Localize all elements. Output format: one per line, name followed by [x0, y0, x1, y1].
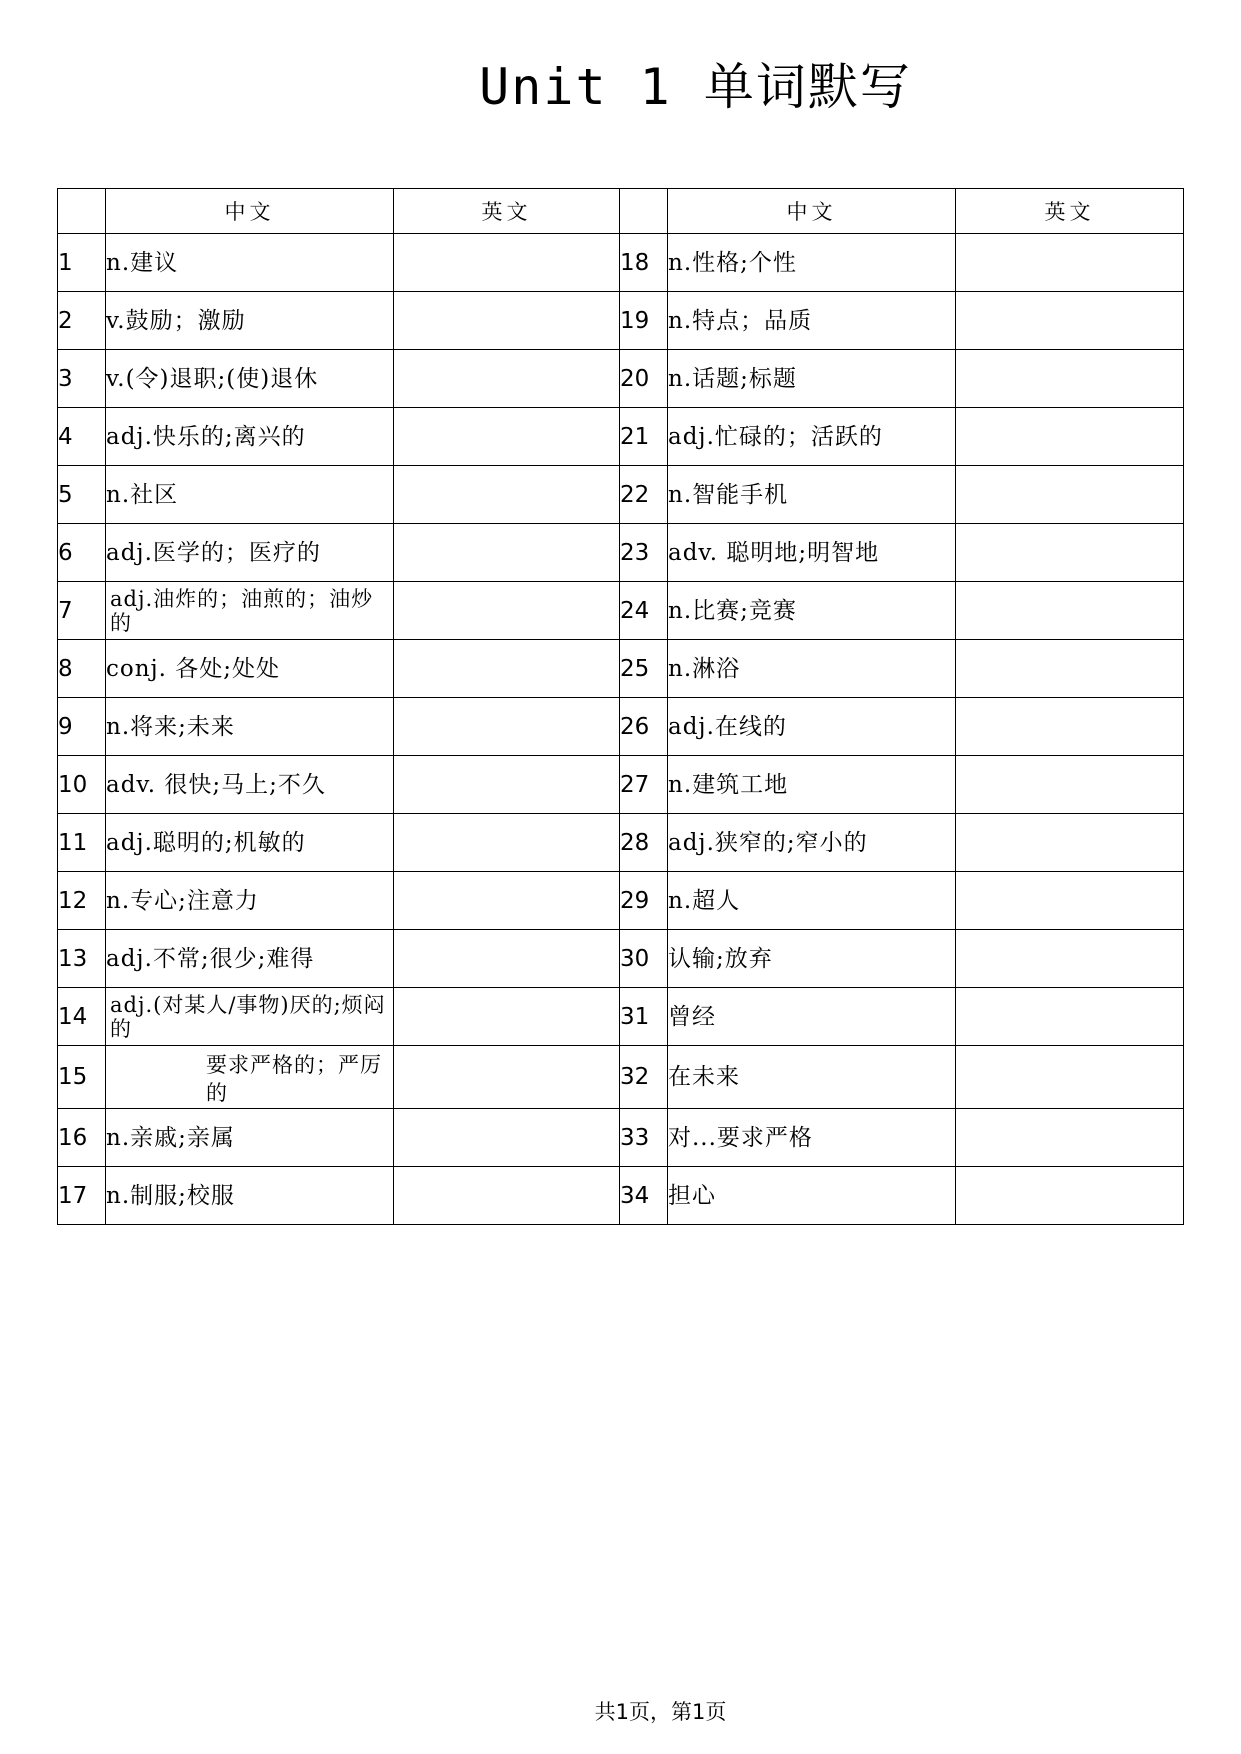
item-number: 18 — [620, 234, 668, 292]
table-row — [58, 408, 1184, 466]
chinese-meaning: 曾经 — [668, 988, 956, 1046]
english-answer-cell[interactable] — [956, 814, 1184, 872]
chinese-meaning: n.将来;未来 — [106, 698, 394, 756]
chinese-meaning: 担心 — [668, 1167, 956, 1225]
vocabulary-table — [57, 188, 1184, 1225]
table-row — [58, 1167, 1184, 1225]
chinese-meaning: adj.医学的；医疗的 — [106, 524, 394, 582]
english-answer-cell[interactable] — [956, 988, 1184, 1046]
english-answer-cell[interactable] — [956, 408, 1184, 466]
chinese-meaning: n.专心;注意力 — [106, 872, 394, 930]
english-answer-cell[interactable] — [956, 1109, 1184, 1167]
english-answer-cell[interactable] — [394, 1167, 620, 1225]
chinese-meaning: conj. 各处;处处 — [106, 640, 394, 698]
item-number: 30 — [620, 930, 668, 988]
chinese-meaning: adj.不常;很少;难得 — [106, 930, 394, 988]
english-answer-cell[interactable] — [956, 582, 1184, 640]
table-row — [58, 234, 1184, 292]
header-english-right: 英文 — [956, 189, 1184, 234]
english-answer-cell[interactable] — [394, 1109, 620, 1167]
table-row — [58, 988, 1184, 1046]
item-number: 12 — [58, 872, 106, 930]
header-chinese-right: 中文 — [668, 189, 956, 234]
item-number: 4 — [58, 408, 106, 466]
item-number: 13 — [58, 930, 106, 988]
table-row — [58, 640, 1184, 698]
item-number: 10 — [58, 756, 106, 814]
item-number: 24 — [620, 582, 668, 640]
table-row — [58, 698, 1184, 756]
chinese-meaning: n.建议 — [106, 234, 394, 292]
english-answer-cell[interactable] — [394, 466, 620, 524]
chinese-meaning: adv. 聪明地;明智地 — [668, 524, 956, 582]
item-number: 19 — [620, 292, 668, 350]
english-answer-cell[interactable] — [394, 814, 620, 872]
english-answer-cell[interactable] — [394, 524, 620, 582]
chinese-meaning: n.智能手机 — [668, 466, 956, 524]
chinese-meaning: n.特点；品质 — [668, 292, 956, 350]
english-answer-cell[interactable] — [394, 988, 620, 1046]
table-row — [58, 1046, 1184, 1109]
chinese-meaning: adv. 很快;马上;不久 — [106, 756, 394, 814]
english-answer-cell[interactable] — [394, 582, 620, 640]
item-number: 21 — [620, 408, 668, 466]
item-number: 16 — [58, 1109, 106, 1167]
item-number: 31 — [620, 988, 668, 1046]
chinese-meaning: 认输;放弃 — [668, 930, 956, 988]
english-answer-cell[interactable] — [394, 350, 620, 408]
chinese-meaning: 对...要求严格 — [668, 1109, 956, 1167]
table-row — [58, 1109, 1184, 1167]
page-footer: 共1页，第1页 — [594, 1700, 727, 1724]
english-answer-cell[interactable] — [956, 292, 1184, 350]
table-row — [58, 466, 1184, 524]
header-chinese-left: 中文 — [106, 189, 394, 234]
english-answer-cell[interactable] — [394, 756, 620, 814]
chinese-meaning: adj.在线的 — [668, 698, 956, 756]
english-answer-cell[interactable] — [956, 640, 1184, 698]
english-answer-cell[interactable] — [394, 408, 620, 466]
chinese-meaning: adj.油炸的；油煎的；油炒的 — [106, 582, 394, 640]
item-number: 32 — [620, 1046, 668, 1109]
item-number: 26 — [620, 698, 668, 756]
table-row — [58, 524, 1184, 582]
item-number: 33 — [620, 1109, 668, 1167]
chinese-meaning: adj.快乐的;离兴的 — [106, 408, 394, 466]
chinese-meaning: n.建筑工地 — [668, 756, 956, 814]
item-number: 7 — [58, 582, 106, 640]
chinese-meaning: adj.忙碌的；活跃的 — [668, 408, 956, 466]
chinese-meaning: n.性格;个性 — [668, 234, 956, 292]
english-answer-cell[interactable] — [956, 466, 1184, 524]
table-row — [58, 756, 1184, 814]
table-row — [58, 292, 1184, 350]
item-number: 23 — [620, 524, 668, 582]
english-answer-cell[interactable] — [394, 872, 620, 930]
page-title: Unit 1 单词默写 — [479, 58, 912, 116]
item-number: 27 — [620, 756, 668, 814]
item-number: 2 — [58, 292, 106, 350]
header-number-right — [620, 189, 668, 234]
item-number: 1 — [58, 234, 106, 292]
table-row — [58, 872, 1184, 930]
header-row — [58, 189, 1184, 234]
item-number: 17 — [58, 1167, 106, 1225]
chinese-meaning: n.超人 — [668, 872, 956, 930]
english-answer-cell[interactable] — [956, 756, 1184, 814]
chinese-meaning: n.话题;标题 — [668, 350, 956, 408]
item-number: 34 — [620, 1167, 668, 1225]
english-answer-cell[interactable] — [394, 640, 620, 698]
item-number: 5 — [58, 466, 106, 524]
table-row — [58, 814, 1184, 872]
english-answer-cell[interactable] — [956, 350, 1184, 408]
item-number: 8 — [58, 640, 106, 698]
table-row — [58, 350, 1184, 408]
header-english-left: 英文 — [394, 189, 620, 234]
item-number: 29 — [620, 872, 668, 930]
chinese-meaning: n.比赛;竞赛 — [668, 582, 956, 640]
chinese-meaning: n.社区 — [106, 466, 394, 524]
chinese-meaning: n.淋浴 — [668, 640, 956, 698]
english-answer-cell[interactable] — [956, 930, 1184, 988]
item-number: 20 — [620, 350, 668, 408]
item-number: 28 — [620, 814, 668, 872]
english-answer-cell[interactable] — [956, 1167, 1184, 1225]
chinese-meaning: adj.(对某人/事物)厌的;烦闷的 — [106, 988, 394, 1046]
english-answer-cell[interactable] — [394, 930, 620, 988]
chinese-meaning: adj.狭窄的;窄小的 — [668, 814, 956, 872]
english-answer-cell[interactable] — [394, 1046, 620, 1109]
english-answer-cell[interactable] — [956, 1046, 1184, 1109]
chinese-meaning: v.(令)退职;(使)退休 — [106, 350, 394, 408]
item-number: 15 — [58, 1046, 106, 1109]
item-number: 11 — [58, 814, 106, 872]
chinese-meaning: n.亲戚;亲属 — [106, 1109, 394, 1167]
english-answer-cell[interactable] — [394, 234, 620, 292]
item-number: 9 — [58, 698, 106, 756]
chinese-meaning: v.鼓励；激励 — [106, 292, 394, 350]
item-number: 6 — [58, 524, 106, 582]
item-number: 25 — [620, 640, 668, 698]
table-row — [58, 582, 1184, 640]
item-number: 14 — [58, 988, 106, 1046]
item-number: 3 — [58, 350, 106, 408]
table-row — [58, 930, 1184, 988]
english-answer-cell[interactable] — [956, 234, 1184, 292]
header-number-left — [58, 189, 106, 234]
chinese-meaning: n.制服;校服 — [106, 1167, 394, 1225]
item-number: 22 — [620, 466, 668, 524]
chinese-meaning: adj.聪明的;机敏的 — [106, 814, 394, 872]
chinese-meaning: 在未来 — [668, 1046, 956, 1109]
english-answer-cell[interactable] — [956, 524, 1184, 582]
english-answer-cell[interactable] — [956, 872, 1184, 930]
english-answer-cell[interactable] — [394, 698, 620, 756]
english-answer-cell[interactable] — [394, 292, 620, 350]
english-answer-cell[interactable] — [956, 698, 1184, 756]
chinese-meaning: 要求严格的；严厉的 — [106, 1046, 394, 1109]
